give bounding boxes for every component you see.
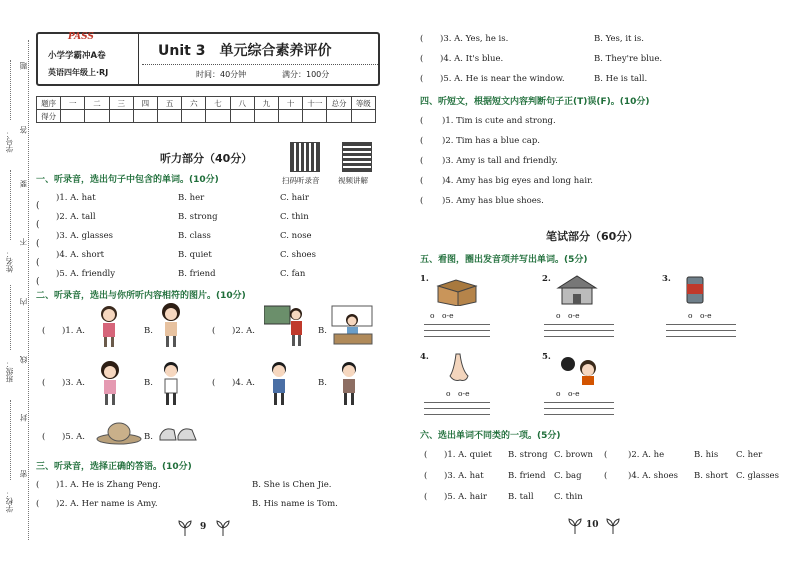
answer-paren[interactable]: ( bbox=[420, 34, 424, 44]
option-a: )4. A. short bbox=[56, 250, 105, 260]
section-heading: 五、看图，圈出发音项并写出单词。(5分) bbox=[420, 255, 588, 265]
score-table-header: 等级 bbox=[351, 97, 375, 110]
option-a: )5. A. hair bbox=[444, 492, 487, 502]
option-a: )4. A. bbox=[232, 378, 255, 388]
fill-line bbox=[10, 285, 11, 350]
answer-paren[interactable]: ( bbox=[420, 176, 424, 186]
score-table-header: 十一 bbox=[303, 97, 327, 110]
statement: )3. Amy is tall and friendly. bbox=[442, 156, 558, 166]
option-b: B. strong bbox=[508, 450, 548, 460]
answer-paren[interactable]: ( bbox=[36, 239, 40, 249]
box-icon bbox=[434, 276, 480, 306]
girl-figure-icon bbox=[96, 360, 124, 406]
girl-figure-icon bbox=[158, 302, 184, 348]
boy-figure-icon bbox=[266, 360, 292, 406]
answer-paren[interactable]: ( bbox=[212, 378, 216, 388]
score-table bbox=[36, 96, 376, 123]
score-cell[interactable] bbox=[279, 110, 303, 123]
option-b: B. bbox=[318, 326, 327, 336]
answer-paren[interactable]: ( bbox=[420, 156, 424, 166]
writing-line bbox=[544, 336, 614, 337]
score-cell[interactable] bbox=[182, 110, 206, 123]
sprout-icon bbox=[568, 518, 582, 534]
list-item bbox=[36, 231, 312, 250]
score-cell[interactable] bbox=[351, 110, 375, 123]
option-b: B. short bbox=[694, 471, 729, 481]
option-c: C. brown bbox=[554, 450, 593, 460]
answer-paren[interactable]: ( bbox=[420, 54, 424, 64]
page-number: 10 bbox=[586, 520, 599, 530]
option-b: B. He is tall. bbox=[594, 74, 648, 84]
option-a: )4. A. shoes bbox=[628, 471, 679, 481]
answer-paren[interactable]: ( bbox=[36, 201, 40, 211]
margin-label: 答 bbox=[19, 126, 28, 134]
writing-line bbox=[424, 336, 490, 337]
school-field[interactable]: 学校： bbox=[5, 490, 14, 513]
option-a: )5. A. bbox=[62, 432, 85, 442]
answer-paren[interactable]: ( bbox=[36, 277, 40, 287]
option-b: B. class bbox=[178, 231, 211, 241]
writing-line bbox=[666, 324, 736, 325]
option-b: B. bbox=[144, 326, 153, 336]
answer-paren[interactable]: ( bbox=[604, 471, 608, 481]
score-cell[interactable] bbox=[133, 110, 157, 123]
statement: )4. Amy has big eyes and long hair. bbox=[442, 176, 593, 186]
answer-paren[interactable]: ( bbox=[36, 480, 40, 490]
writing-line bbox=[544, 330, 614, 331]
section-heading: 四、听短文，根据短文内容判断句子正(T)误(F)。(10分) bbox=[420, 97, 650, 107]
answer-paren[interactable]: ( bbox=[420, 136, 424, 146]
option-b: B. His name is Tom. bbox=[252, 499, 338, 509]
score-table-header: 八 bbox=[230, 97, 254, 110]
option-c: C. her bbox=[736, 450, 763, 460]
option-b: B. strong bbox=[178, 212, 218, 222]
writing-line bbox=[424, 402, 490, 403]
answer-paren[interactable]: ( bbox=[604, 450, 608, 460]
score-table-header: 四 bbox=[133, 97, 157, 110]
option-c: C. hair bbox=[280, 193, 309, 203]
margin-label: 题 bbox=[19, 62, 28, 70]
time-limit: 时间：40分钟 bbox=[196, 70, 247, 79]
statement: )2. Tim has a blue cap. bbox=[442, 136, 540, 146]
can-icon bbox=[684, 274, 706, 306]
answer-paren[interactable]: ( bbox=[424, 471, 428, 481]
list-item bbox=[36, 250, 316, 269]
option-b: B. bbox=[144, 432, 153, 442]
phonics-choice[interactable]: o o-e bbox=[446, 389, 470, 398]
option-a: )2. A. tall bbox=[56, 212, 96, 222]
hat-icon bbox=[96, 420, 142, 446]
writing-line bbox=[544, 402, 614, 403]
qr-code-icon[interactable] bbox=[290, 142, 320, 172]
answer-paren[interactable]: ( bbox=[424, 492, 428, 502]
item-number: 3. bbox=[662, 274, 671, 284]
option-b: B. bbox=[318, 378, 327, 388]
exam-header bbox=[36, 32, 380, 86]
option-a: )1. A. hat bbox=[56, 193, 96, 203]
phonics-choice[interactable]: o o-e bbox=[556, 311, 580, 320]
option-a: )3. A. glasses bbox=[56, 231, 114, 241]
option-b: B. friend bbox=[178, 269, 216, 279]
option-a: )4. A. It's blue. bbox=[440, 54, 504, 64]
writing-line bbox=[424, 324, 490, 325]
house-icon bbox=[556, 274, 598, 306]
margin-label: 线 bbox=[19, 356, 28, 364]
option-b: B. friend bbox=[508, 471, 546, 481]
phonics-choice[interactable]: o o-e bbox=[556, 389, 580, 398]
score-table-header: 题序 bbox=[37, 97, 61, 110]
kid-sun-icon bbox=[558, 354, 604, 386]
option-a: )3. A. bbox=[62, 378, 85, 388]
list-item bbox=[36, 193, 309, 212]
option-a: )3. A. hat bbox=[444, 471, 484, 481]
score-table-header: 五 bbox=[158, 97, 182, 110]
list-item bbox=[36, 269, 306, 288]
answer-paren[interactable]: ( bbox=[36, 258, 40, 268]
option-b: B. bbox=[144, 378, 153, 388]
writing-line bbox=[544, 324, 614, 325]
pass-logo: PASS bbox=[68, 32, 94, 42]
score-cell[interactable] bbox=[85, 110, 109, 123]
teacher-desk-icon bbox=[330, 304, 376, 348]
list-item bbox=[36, 212, 309, 231]
margin-label: 内 bbox=[19, 298, 28, 306]
score-table-header: 一 bbox=[61, 97, 85, 110]
fill-line bbox=[10, 400, 11, 480]
score-cell[interactable] bbox=[303, 110, 327, 123]
writing-line bbox=[544, 414, 614, 415]
section-heading: 一、听录音，选出句子中包含的单词。(10分) bbox=[36, 175, 219, 185]
sprout-icon bbox=[216, 520, 230, 536]
option-a: )2. A. Her name is Amy. bbox=[56, 499, 158, 509]
phonics-choice[interactable]: o o-e bbox=[688, 311, 712, 320]
writing-title: 笔试部分（60分） bbox=[546, 230, 639, 243]
writing-line bbox=[666, 330, 736, 331]
option-c: C. glasses bbox=[736, 471, 779, 481]
student-id-field[interactable]: 学号： bbox=[5, 130, 14, 153]
item-number: 4. bbox=[420, 352, 429, 362]
section-heading: 六、选出单词不同类的一项。(5分) bbox=[420, 431, 561, 441]
score-table-header: 三 bbox=[109, 97, 133, 110]
header-subline bbox=[142, 64, 378, 85]
fill-line bbox=[10, 60, 11, 120]
answer-paren[interactable]: ( bbox=[420, 116, 424, 126]
shoes-icon bbox=[158, 422, 198, 444]
section-heading: 三、听录音，选择正确的答语。(10分) bbox=[36, 462, 192, 472]
phonics-choice[interactable]: o o-e bbox=[430, 311, 454, 320]
writing-line bbox=[424, 414, 490, 415]
option-c: C. shoes bbox=[280, 250, 316, 260]
option-a: )5. A. friendly bbox=[56, 269, 116, 279]
score-table-header: 六 bbox=[182, 97, 206, 110]
grade-label: 英语四年级上·RJ bbox=[48, 68, 109, 77]
sprout-icon bbox=[606, 518, 620, 534]
option-c: C. nose bbox=[280, 231, 312, 241]
option-a: )2. A. he bbox=[628, 450, 665, 460]
item-number: 5. bbox=[542, 352, 551, 362]
option-a: )3. A. Yes, he is. bbox=[440, 34, 509, 44]
qr-label: 视频讲解 bbox=[338, 176, 368, 185]
full-score: 满分：100分 bbox=[282, 70, 330, 79]
option-a: )1. A. bbox=[62, 326, 85, 336]
score-table-header-row bbox=[37, 97, 376, 110]
nose-icon bbox=[446, 352, 472, 386]
boy-figure-icon bbox=[158, 360, 184, 406]
score-table-header: 九 bbox=[254, 97, 278, 110]
margin-label: 要 bbox=[19, 180, 28, 188]
item-number: 2. bbox=[542, 274, 551, 284]
qr-label: 扫码听录音 bbox=[282, 176, 320, 185]
option-c: C. fan bbox=[280, 269, 306, 279]
answer-paren[interactable]: ( bbox=[424, 450, 428, 460]
boy-figure-icon bbox=[336, 360, 362, 406]
option-b: B. his bbox=[694, 450, 719, 460]
page-number: 9 bbox=[200, 522, 207, 532]
score-cell[interactable] bbox=[230, 110, 254, 123]
writing-line bbox=[666, 336, 736, 337]
answer-paren[interactable]: ( bbox=[420, 74, 424, 84]
student-name-field[interactable]: 姓名： bbox=[5, 250, 14, 273]
statement: )5. Amy has blue shoes. bbox=[442, 196, 544, 206]
option-a: )1. A. He is Zhang Peng. bbox=[56, 480, 161, 490]
class-field[interactable]: 班级： bbox=[5, 360, 14, 383]
option-b: B. quiet bbox=[178, 250, 212, 260]
series-name: 小学学霸冲A卷 bbox=[48, 51, 106, 61]
item-number: 1. bbox=[420, 274, 429, 284]
answer-paren[interactable]: ( bbox=[420, 196, 424, 206]
sprout-icon bbox=[178, 520, 192, 536]
writing-line bbox=[544, 408, 614, 409]
page-title: Unit 3 单元综合素养评价 bbox=[158, 43, 332, 59]
header-left-panel bbox=[38, 34, 139, 84]
score-table-row bbox=[37, 110, 376, 123]
score-cell[interactable] bbox=[254, 110, 278, 123]
writing-line bbox=[424, 330, 490, 331]
score-cell[interactable] bbox=[61, 110, 85, 123]
fill-line bbox=[10, 170, 11, 240]
qr-code-icon[interactable] bbox=[342, 142, 372, 172]
score-cell[interactable] bbox=[158, 110, 182, 123]
section-heading: 二、听录音，选出与你所听内容相符的图片。(10分) bbox=[36, 291, 246, 301]
margin-label: 密 bbox=[19, 470, 28, 478]
score-cell[interactable] bbox=[327, 110, 351, 123]
writing-line bbox=[424, 408, 490, 409]
statement: )1. Tim is cute and strong. bbox=[442, 116, 556, 126]
score-table-header: 二 bbox=[85, 97, 109, 110]
option-a: )2. A. bbox=[232, 326, 255, 336]
score-table-header: 七 bbox=[206, 97, 230, 110]
listening-title: 听力部分（40分） bbox=[160, 152, 253, 165]
option-a: )1. A. quiet bbox=[444, 450, 492, 460]
score-row-label: 得分 bbox=[37, 110, 61, 123]
answer-paren[interactable]: ( bbox=[42, 326, 46, 336]
answer-paren[interactable]: ( bbox=[212, 326, 216, 336]
option-b: B. Yes, it is. bbox=[594, 34, 644, 44]
header-title-area bbox=[142, 34, 378, 64]
option-c: C. thin bbox=[280, 212, 309, 222]
score-cell[interactable] bbox=[109, 110, 133, 123]
margin-label: 封 bbox=[19, 414, 28, 422]
seal-line bbox=[28, 40, 29, 540]
option-b: B. her bbox=[178, 193, 205, 203]
score-table-header: 总分 bbox=[327, 97, 351, 110]
answer-paren[interactable]: ( bbox=[42, 378, 46, 388]
score-table-header: 十 bbox=[279, 97, 303, 110]
option-b: B. tall bbox=[508, 492, 534, 502]
margin-label: 不 bbox=[19, 238, 28, 246]
option-c: C. bag bbox=[554, 471, 582, 481]
answer-paren[interactable]: ( bbox=[42, 432, 46, 442]
girl-figure-icon bbox=[96, 304, 122, 348]
teacher-board-icon bbox=[264, 304, 308, 348]
option-b: B. She is Chen Jie. bbox=[252, 480, 332, 490]
score-cell[interactable] bbox=[206, 110, 230, 123]
option-b: B. They're blue. bbox=[594, 54, 663, 64]
option-c: C. thin bbox=[554, 492, 583, 502]
answer-paren[interactable]: ( bbox=[36, 220, 40, 230]
answer-paren[interactable]: ( bbox=[36, 499, 40, 509]
option-a: )5. A. He is near the window. bbox=[440, 74, 565, 84]
